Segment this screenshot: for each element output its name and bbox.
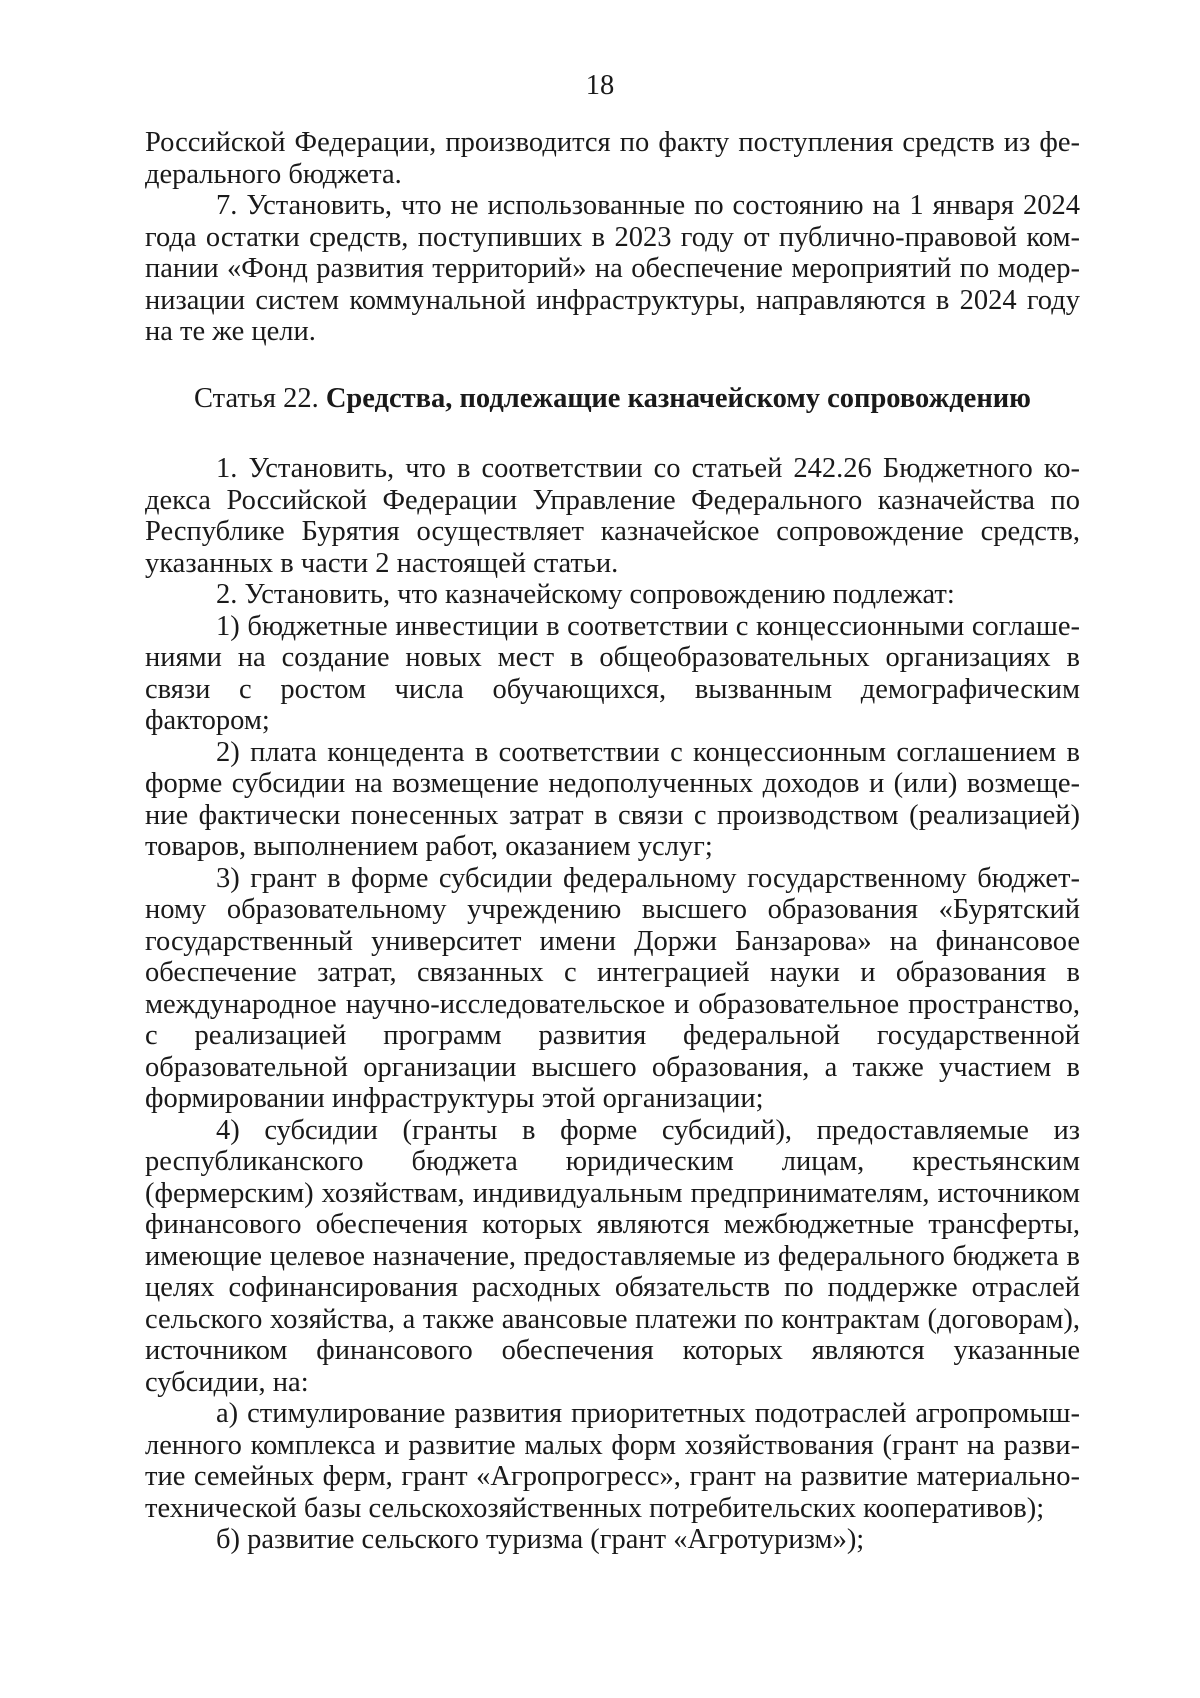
page-number: 18 bbox=[585, 70, 615, 101]
list-item-1: 1) бюджетные инвестиции в соответствии с концессионными соглашениями на создание новых мест в общеобразовательных организациях в связи с ростом числа обучающихся, вызванным демографическим фактором; bbox=[145, 610, 1080, 736]
list-item-4: 4) субсидии (гранты в форме субсидий), предоставляемые из республиканского бюджета юридическим лицам, крестьянским (фермерским) хозяйствам, индивидуальным предпринимателям, источником финансового обеспечения которых являются межбюджетные трансферты, имеющие целевое назначение, предоставляемые из федерального бюджета в целях софинансирования расходных обязательств по поддержке отраслей сельского хозяйства, а также авансовые платежи по контрактам (договорам), источником финансового обеспечения которых являются указанные субсидии, на: bbox=[145, 1114, 1080, 1398]
list-item-3: 3) грант в форме субсидии федеральному государственному бюджетному образовательному учреждению высшего образования «Бурятский государственный университет имени Доржи Банзарова» на финансовое обеспечение затрат, связанных с интеграцией науки и образования в международное научно-исследовательское и образовательное пространство, с реализацией программ развития федеральной государственной образовательной организации высшего образования, а также участием в формировании инфраструктуры этой организации; bbox=[145, 862, 1080, 1114]
sub-item-b: б) развитие сельского туризма (грант «Агротуризм»); bbox=[216, 1524, 865, 1555]
preceding-text-block bbox=[145, 127, 1080, 348]
article-number: Статья 22. bbox=[194, 383, 319, 414]
article-heading bbox=[145, 383, 1080, 415]
paragraph-continuation: Российской Федерации, производится по факту поступления средств из федерального бюджета. bbox=[145, 127, 1080, 190]
article-paragraph-2: 2. Установить, что казначейскому сопровождению подлежат: bbox=[216, 579, 955, 610]
paragraph-item-7: 7. Установить, что не использованные по состоянию на 1 января 2024 года остатки средств, поступивших в 2023 году от публично-правовой компании «Фонд развития территорий» на обеспечение мероприятий по модернизации систем коммунальной инфраструктуры, направляются в 2024 году на те же цели. bbox=[145, 190, 1080, 347]
sub-item-a: а) стимулирование развития приоритетных подотраслей агропромышленного комплекса и развитие малых форм хозяйствования (грант на развитие семейных ферм, грант «Агропрогресс», грант на развитие материально-технической базы сельскохозяйственных потребительских кооперативов); bbox=[145, 1398, 1080, 1524]
article-body bbox=[145, 453, 1080, 1556]
list-item-2: 2) плата концедента в соответствии с концессионным соглашением в форме субсидии на возмещение недополученных доходов и (или) возмещение фактически понесенных затрат в связи с производством (реализацией) товаров, выполнением работ, оказанием услуг; bbox=[145, 736, 1080, 862]
article-title: Средства, подлежащие казначейскому сопровождению bbox=[325, 383, 1031, 414]
article-paragraph-1: 1. Установить, что в соответствии со статьей 242.26 Бюджетного кодекса Российской Федерации Управление Федерального казначейства по Республике Бурятия осуществляет казначейское сопровождение средств, указанных в части 2 настоящей статьи. bbox=[145, 453, 1080, 579]
